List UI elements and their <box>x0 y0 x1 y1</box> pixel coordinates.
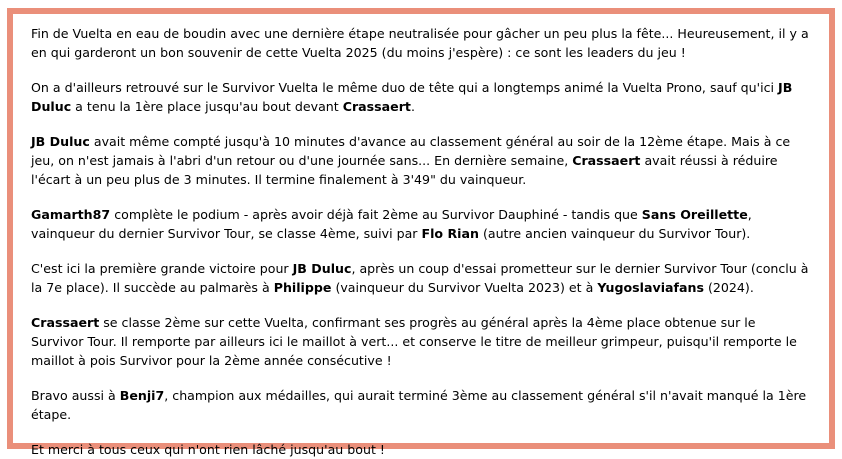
player-name: Benji7 <box>119 388 165 403</box>
text-run: avait réussi à réduire l'écart à un peu plus de 3 minutes. Il termine finalement à 3'49" du vainqueur. <box>31 153 778 187</box>
text-run: complète le podium - après avoir déjà fait 2ème au Survivor Dauphiné - tandis que <box>110 207 642 222</box>
player-name: Crassaert <box>572 153 641 168</box>
paragraph-4 <box>31 205 811 243</box>
text-run: , après un coup d'essai prometteur sur le dernier Survivor Tour (conclu à la 7e place). Il succède au palmarès à <box>31 261 809 295</box>
paragraph-8 <box>31 440 811 459</box>
player-name: Philippe <box>273 280 332 295</box>
player-name: JB Duluc <box>292 261 352 276</box>
text-run: C'est ici la première grande victoire pour <box>31 261 293 276</box>
paragraph-2 <box>31 78 811 116</box>
text-run: , champion aux médailles, qui aurait terminé 3ème au classement général s'il n'avait manqué la 1ère étape. <box>31 388 807 422</box>
paragraph-7 <box>31 386 811 424</box>
text-run: (autre ancien vainqueur du Survivor Tour). <box>478 226 751 241</box>
text-run: a tenu la 1ère place jusqu'au bout devant <box>71 99 343 114</box>
text-run: (2024). <box>703 280 754 295</box>
player-name: Crassaert <box>342 99 411 114</box>
player-name: JB Duluc <box>31 80 793 114</box>
text-run: . <box>410 99 415 114</box>
paragraph-5 <box>31 259 811 297</box>
article-frame <box>7 8 835 457</box>
paragraph-1 <box>31 24 811 62</box>
player-name: Gamarth87 <box>31 207 111 222</box>
player-name: Flo Rian <box>421 226 479 241</box>
paragraph-3 <box>31 132 811 189</box>
player-name: Sans Oreillette <box>641 207 748 222</box>
text-run: Et merci à tous ceux qui n'ont rien lâché jusqu'au bout ! <box>31 442 385 457</box>
article-text <box>13 14 829 459</box>
text-run: On a d'ailleurs retrouvé sur le Survivor Vuelta le même duo de tête qui a longtemps animé la Vuelta Prono, sauf qu'ici <box>31 80 779 95</box>
text-run: Bravo aussi à <box>31 388 120 403</box>
player-name: JB Duluc <box>31 134 90 149</box>
text-run: Fin de Vuelta en eau de boudin avec une dernière étape neutralisée pour gâcher un peu plus la fête... Heureusement, il y a en qui garderont un bon souvenir de cette Vuelta 2025 (du moins j'espère) : ce sont les leaders du jeu ! <box>31 26 809 60</box>
paragraph-6 <box>31 313 811 370</box>
text-run: avait même compté jusqu'à 10 minutes d'avance au classement général au soir de la 12ème étape. Mais à ce jeu, on n'est jamais à l'abri d'un retour ou d'une journée sans... En dernière semaine, <box>31 134 791 168</box>
text-run: se classe 2ème sur cette Vuelta, confirmant ses progrès au général après la 4ème place obtenue sur le Survivor Tour. Il remporte par ailleurs ici le maillot à vert... et conserve le titre de meilleur grimpeur, puisqu'il remporte le maillot à pois Survivor pour la 2ème année consécutive ! <box>31 315 797 368</box>
text-run: (vainqueur du Survivor Vuelta 2023) et à <box>331 280 598 295</box>
text-run: , vainqueur du dernier Survivor Tour, se classe 4ème, suivi par <box>31 207 752 241</box>
player-name: Yugoslaviafans <box>597 280 704 295</box>
player-name: Crassaert <box>31 315 100 330</box>
